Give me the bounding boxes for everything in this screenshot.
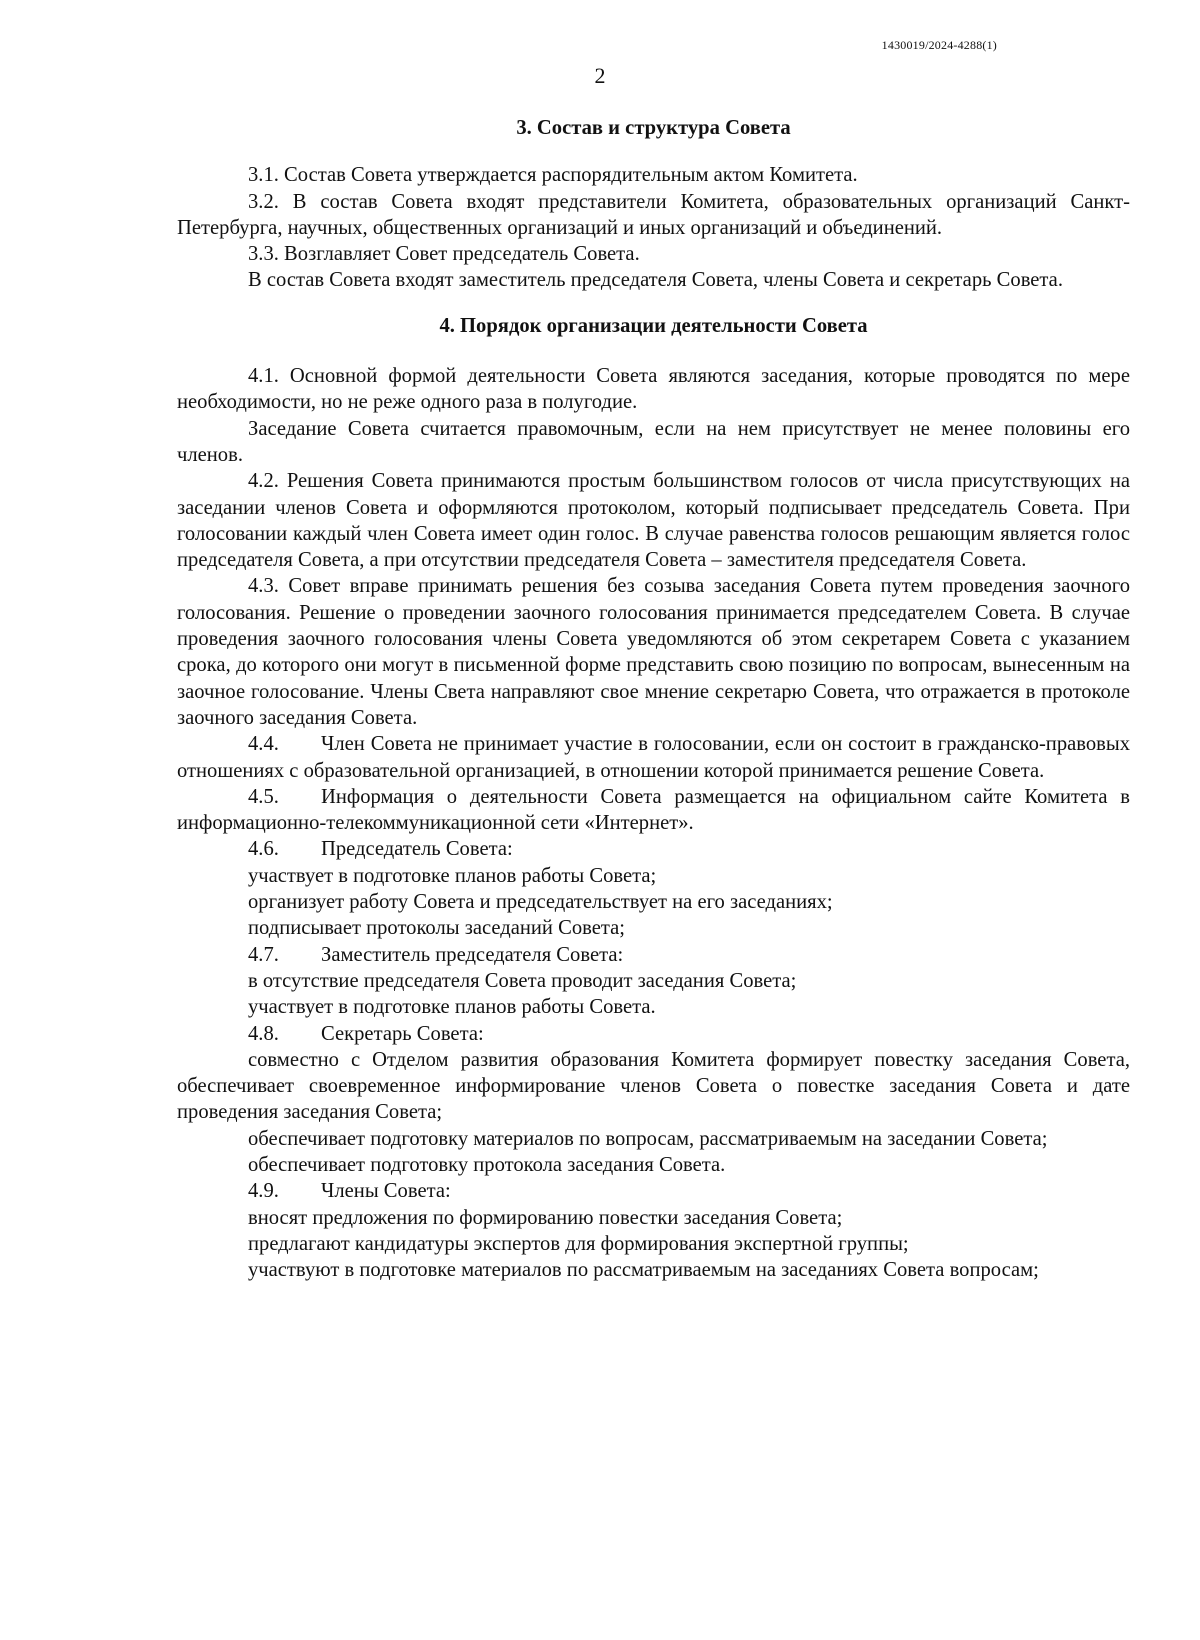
paragraph-4-4 <box>177 731 1130 784</box>
clause-text: Заместитель председателя Совета: <box>321 943 624 966</box>
list-item: подписывает протоколы заседаний Совета; <box>248 917 625 940</box>
list-item: обеспечивает подготовку протокола заседания Совета. <box>248 1153 726 1176</box>
section-3-title: 3. Состав и структура Совета <box>516 117 791 139</box>
clause-text: Член Совета не принимает участие в голосовании, если он состоит в гражданско-правовых отношениях с образовательной организацией, в отношении которой принимается решение Совета. <box>177 733 1130 782</box>
list-item: участвуют в подготовке материалов по рассматриваемым на заседаниях Совета вопросам; <box>248 1259 1039 1282</box>
document-body <box>177 115 1130 1283</box>
clause-text: Секретарь Совета: <box>321 1022 484 1045</box>
paragraph-4-7 <box>177 942 1130 968</box>
clause-number: 4.4. <box>248 733 279 756</box>
paragraph-3-3: 3.3. Возглавляет Совет председатель Совета. <box>248 243 640 266</box>
document-registration-code: 1430019/2024-4288(1) <box>881 38 997 52</box>
list-item: организует работу Совета и председательствует на его заседаниях; <box>248 891 833 914</box>
clause-number: 4.8. <box>248 1022 279 1045</box>
list-item: совместно с Отделом развития образования Комитета формирует повестку заседания Совета, обеспечивает своевременное информирование членов Совета о повестке заседания Совета и дате проведения заседания Совета; <box>177 1048 1130 1124</box>
list-item: участвует в подготовке планов работы Совета; <box>248 864 657 887</box>
list-item: вносят предложения по формированию повестки заседания Совета; <box>248 1206 843 1229</box>
list-item: участвует в подготовке планов работы Совета. <box>248 996 656 1019</box>
page-number: 2 <box>594 63 606 88</box>
paragraph-3-1: 3.1. Состав Совета утверждается распорядительным актом Комитета. <box>248 164 858 187</box>
paragraph-3-2: 3.2. В состав Совета входят представители Комитета, образовательных организаций Санкт-Петербурга, научных, общественных организаций и иных организаций и объединений. <box>177 190 1130 239</box>
paragraph-4-1: 4.1. Основной формой деятельности Совета являются заседания, которые проводятся по мере необходимости, но не реже одного раза в полугодие. <box>177 365 1130 414</box>
clause-text: Информация о деятельности Совета размещается на официальном сайте Комитета в информационно-телекоммуникационной сети «Интернет». <box>177 785 1130 835</box>
paragraph-4-9 <box>177 1178 1130 1204</box>
clause-number: 4.7. <box>248 943 279 966</box>
list-item: обеспечивает подготовку материалов по вопросам, рассматриваемым на заседании Совета; <box>248 1127 1048 1150</box>
clause-number: 4.6. <box>248 838 279 861</box>
paragraph-4-6 <box>177 836 1130 862</box>
clause-text: Председатель Совета: <box>321 838 513 861</box>
list-item: в отсутствие председателя Совета проводит заседания Совета; <box>248 969 797 992</box>
paragraph-4-3: 4.3. Совет вправе принимать решения без созыва заседания Совета путем проведения заочного голосования. Решение о проведении заочного голосования принимается председателем Совета. В случае проведения заочного голосования члены Совета уведомляются об этом секретарем Совета с указанием срока, до которого они могут в письменной форме представить свою позицию по вопросам, вынесенным на заочное голосование. Члены Света направляют свое мнение секретарю Совета, что отражается в протоколе заочного заседания Совета. <box>177 575 1130 729</box>
paragraph-4-2: 4.2. Решения Совета принимаются простым большинством голосов от числа присутствующих на заседании членов Совета и оформляются протоколом, который подписывает председатель Совета. При голосовании каждый член Совета имеет один голос. В случае равенства голосов решающим является голос председателя Совета, а при отсутствии председателя Совета – заместителя председателя Совета. <box>177 470 1130 572</box>
section-4-title: 4. Порядок организации деятельности Совета <box>439 314 868 337</box>
paragraph-4-5 <box>177 784 1130 837</box>
paragraph-4-1-quorum: Заседание Совета считается правомочным, если на нем присутствует не менее половины его членов. <box>177 417 1130 466</box>
paragraph-4-8 <box>177 1021 1130 1047</box>
clause-number: 4.5. <box>248 785 279 808</box>
clause-text: Члены Совета: <box>321 1180 451 1203</box>
clause-number: 4.9. <box>248 1180 279 1203</box>
list-item: предлагают кандидатуры экспертов для формирования экспертной группы; <box>248 1232 909 1255</box>
paragraph-3-3-composition: В состав Совета входят заместитель председателя Совета, члены Совета и секретарь Совета. <box>248 269 1063 292</box>
